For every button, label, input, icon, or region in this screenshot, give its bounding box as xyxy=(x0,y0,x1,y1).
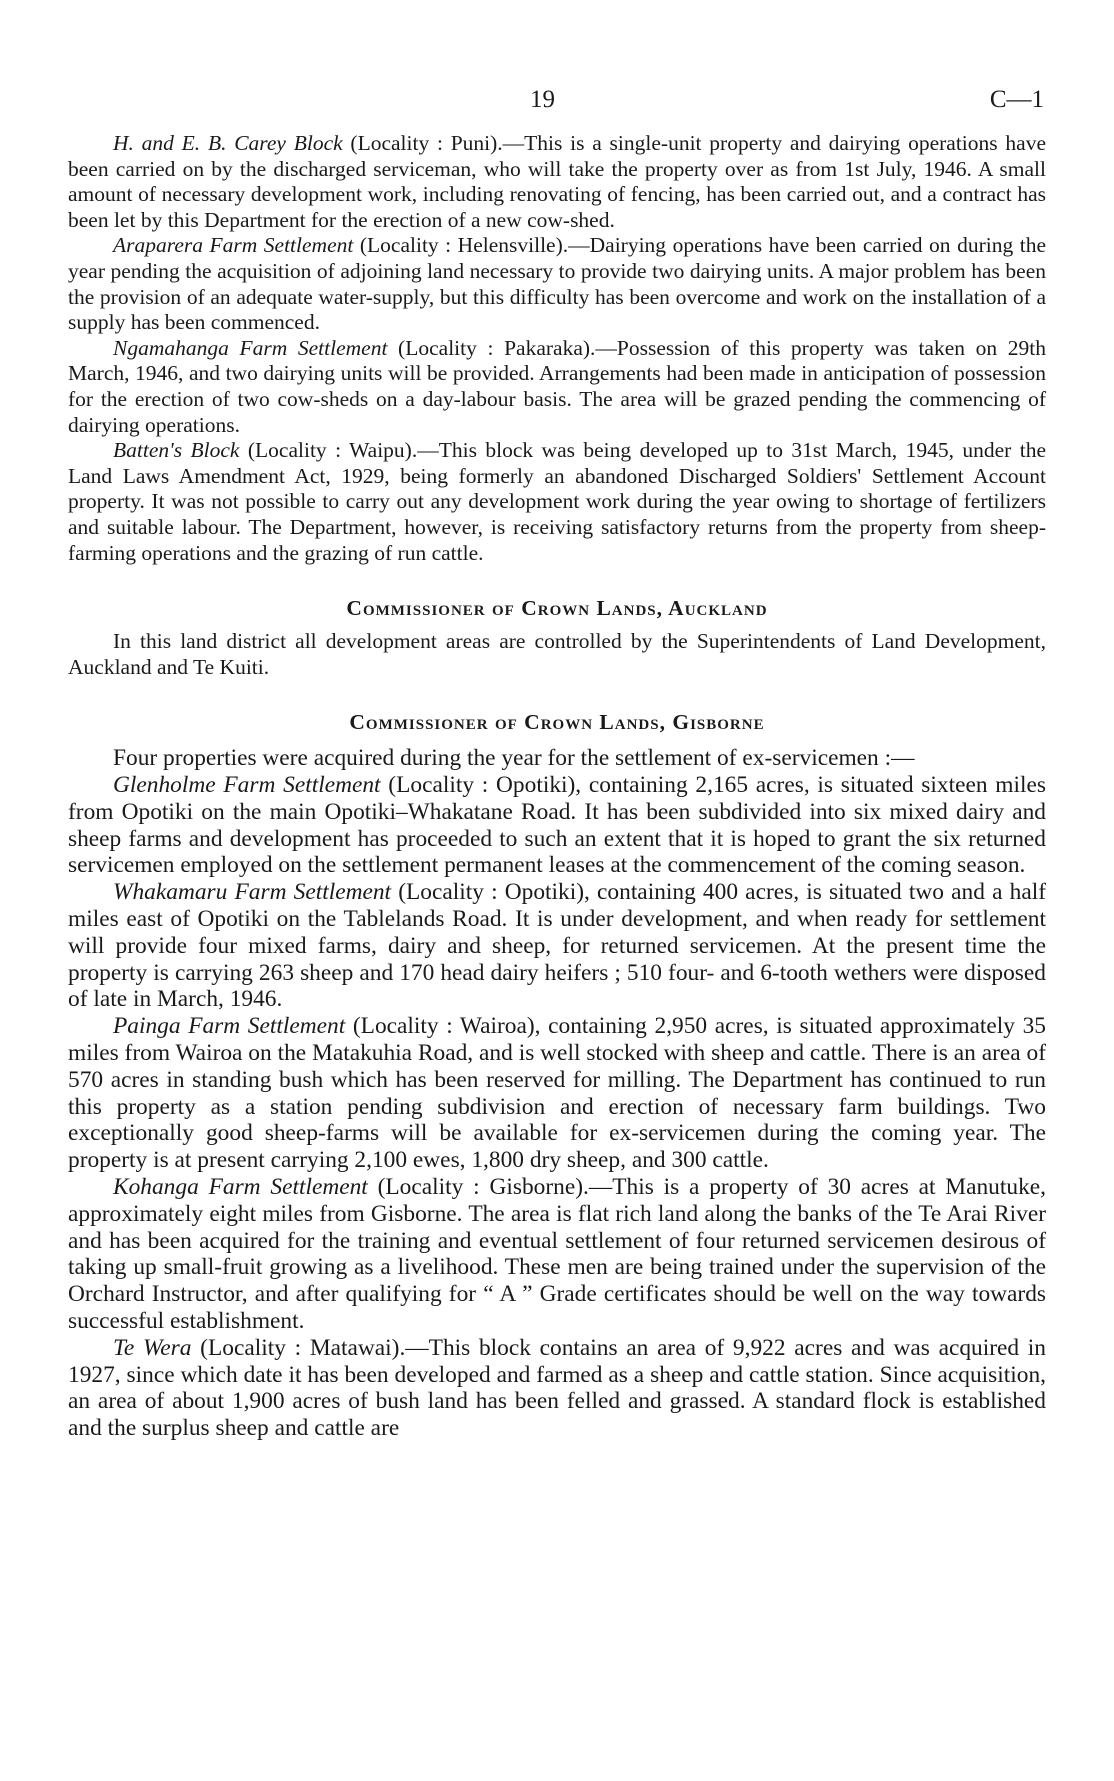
paragraph-title: Araparera Farm Settlement xyxy=(113,233,354,258)
paragraph-title: Kohanga Farm Settlement xyxy=(113,1174,368,1201)
paragraph-auckland: In this land district all development areas are controlled by the Superintendents of Land Development, Auckland and Te Kuiti. xyxy=(68,629,1046,679)
paragraph-text: (Locality : Wairoa), containing 2,950 acres, is situated approximately 35 miles from Wairoa on the Matakuhia Road, and is well stocked with sheep and cattle. There is an area of 570 acres in standing bush which has been reserved for milling. The Department has continued to run this property as a station pending subdivision and erection of necessary farm buildings. Two exceptionally good sheep-farms will be available for ex-servicemen during the coming year. The property is at present carrying 2,100 ewes, 1,800 dry sheep, and 300 cattle. xyxy=(68,1013,1046,1174)
heading-auckland: Commissioner of Crown Lands, Auckland xyxy=(346,596,768,621)
paragraph-text: (Locality : Opotiki), containing 400 acres, is situated two and a half miles east of Opotiki on the Tablelands Road. It is under development, and when ready for settlement will provide four mixed farms, dairy and sheep, for returned servicemen. At the present time the property is carrying 263 sheep and 170 head dairy heifers ; 510 four- and 6-tooth wethers were disposed of late in March, 1946. xyxy=(68,879,1046,1013)
paragraph-painga xyxy=(68,1013,1046,1174)
paragraph-carey-block xyxy=(68,131,1046,233)
paragraph-title: Batten's Block xyxy=(113,438,240,463)
paragraph-battens-block xyxy=(68,438,1046,566)
paragraph-whakamaru xyxy=(68,879,1046,1013)
paragraph-text: (Locality : Waipu).—This block was being developed up to 31st March, 1945, under the Land Laws Amendment Act, 1929, being formerly an abandoned Discharged Soldiers' Settlement Account property. It was not possible to carry out any development work during the year owing to shortage of fertilizers and suitable labour. The Department, however, is receiving satisfactory returns from the property from sheep-farming operations and the grazing of run cattle. xyxy=(68,438,1046,565)
paragraph-text: (Locality : Helensville).—Dairying operations have been carried on during the year pending the acquisition of adjoining land necessary to provide two dairying units. A major problem has been the provision of an adequate water-supply, but this difficulty has been overcome and work on the installation of a supply has been commenced. xyxy=(68,233,1046,335)
paragraph-title: H. and E. B. Carey Block xyxy=(113,131,343,155)
paragraph-text: (Locality : Gisborne).—This is a property of 30 acres at Manutuke, approximately eight miles from Gisborne. The area is flat rich land along the banks of the Te Arai River and has been acquired for the training and eventual settlement of four returned servicemen desirous of taking up small-fruit growing as a livelihood. These men are being trained under the supervision of the Orchard Instructor, and after qualifying for “ A ” Grade certificates should be well on the way towards successful establishment. xyxy=(68,1174,1046,1335)
paragraph-title: Te Wera xyxy=(113,1334,192,1361)
page-header xyxy=(0,86,1114,126)
document-body xyxy=(68,131,1046,1442)
paragraph-text: (Locality : Puni).—This is a single-unit property and dairying operations have been carried on by the discharged serviceman, who will take the property over as from 1st July, 1946. A small amount of necessary development work, including renovating of fencing, has been carried out, and a contract has been let by this Department for the erection of a new cow-shed. xyxy=(68,131,1046,232)
paragraph-title: Whakamaru Farm Settlement xyxy=(113,879,392,906)
document-reference: C—1 xyxy=(989,86,1044,113)
paragraph-gisborne-intro: Four properties were acquired during the year for the settlement of ex-servicemen :— xyxy=(113,745,915,772)
paragraph-araparera xyxy=(68,233,1046,335)
paragraph-te-wera xyxy=(68,1335,1046,1442)
section-northern-blocks xyxy=(68,131,1046,566)
paragraph-text: (Locality : Pakaraka).—Possession of this property was taken on 29th March, 1946, and two dairying units will be provided. Arrangements had been made in anticipation of possession for the erection of two cow-sheds on a day-labour basis. The area will be grazed pending the commencing of dairying operations. xyxy=(68,335,1046,437)
paragraph-ngamahanga xyxy=(68,336,1046,438)
paragraph-title: Glenholme Farm Settlement xyxy=(113,772,381,799)
paragraph-text: (Locality : Opotiki), containing 2,165 acres, is situated sixteen miles from Opotiki on the main Opotiki–Whakatane Road. It has been subdivided into six mixed dairy and sheep farms and development has proceeded to such an extent that it is hoped to grant the six returned servicemen employed on the settlement permanent leases at the commencement of the coming season. xyxy=(68,772,1046,879)
heading-gisborne: Commissioner of Crown Lands, Gisborne xyxy=(349,710,765,735)
paragraph-title: Ngamahanga Farm Settlement xyxy=(113,335,388,360)
paragraph-title: Painga Farm Settlement xyxy=(113,1013,346,1040)
page-number: 19 xyxy=(530,86,555,113)
paragraph-text: (Locality : Matawai).—This block contains an area of 9,922 acres and was acquired in 1927, since which date it has been developed and farmed as a sheep and cattle station. Since acquisition, an area of about 1,900 acres of bush land has been felled and grassed. A standard flock is established and the surplus sheep and cattle are xyxy=(68,1334,1046,1442)
section-gisborne xyxy=(68,745,1046,1442)
paragraph-glenholme xyxy=(68,772,1046,879)
paragraph-kohanga xyxy=(68,1174,1046,1335)
